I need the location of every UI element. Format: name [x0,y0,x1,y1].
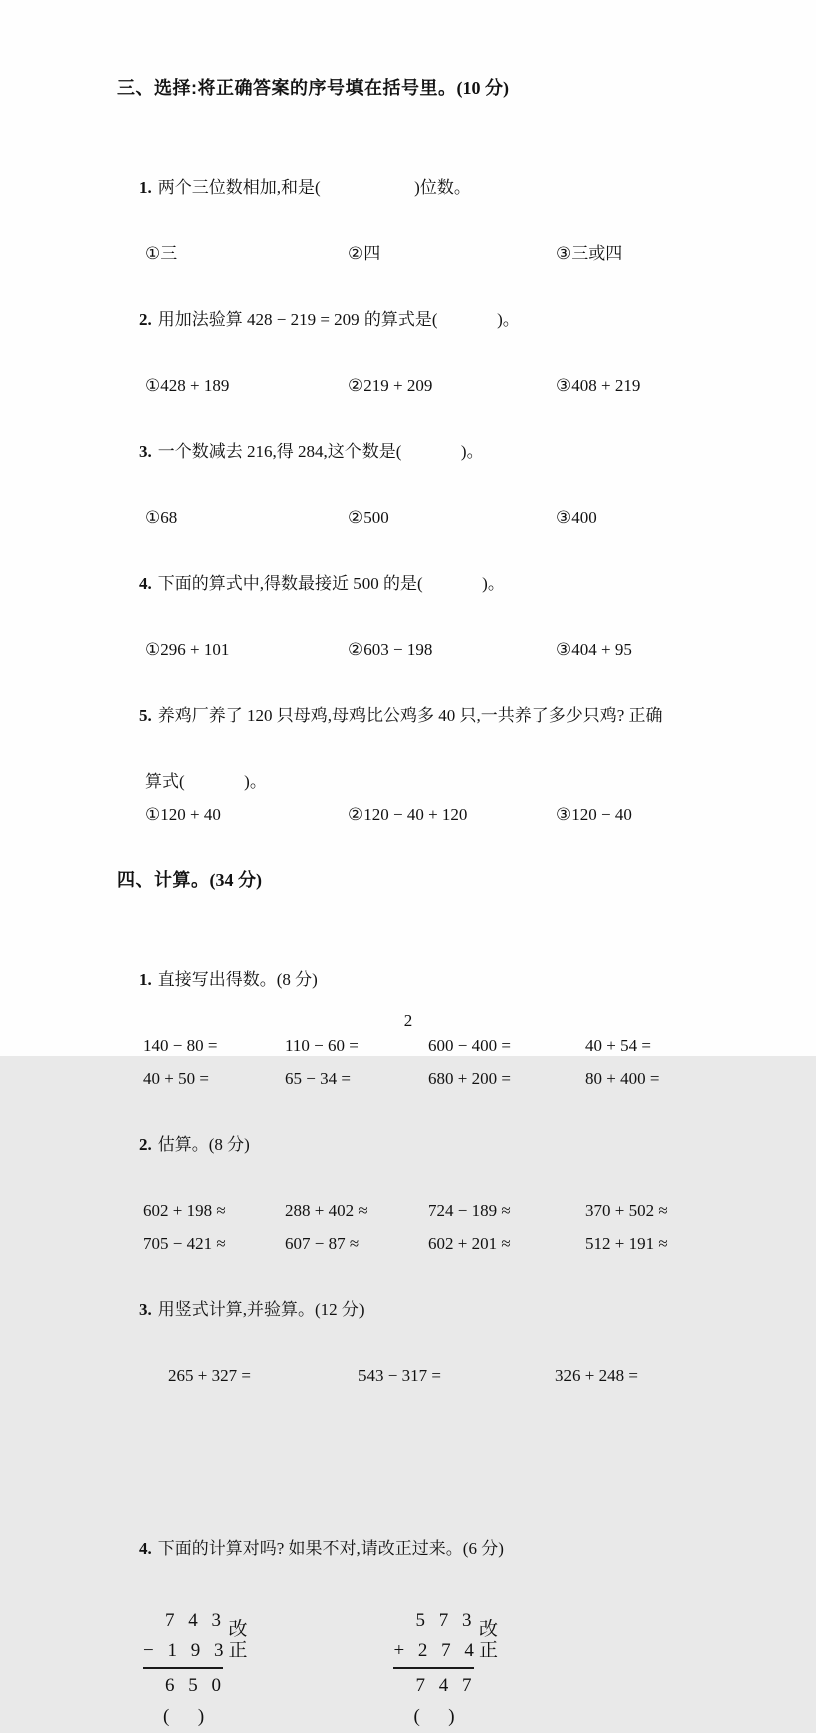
result-row: 7 4 7 [393,1667,473,1701]
option: ①120 + 40 [145,805,221,824]
vertical-calc-body [143,1606,248,1701]
option: ①68 [145,508,178,527]
math-expression: 724 − 189 ≈ [428,1201,511,1220]
math-expression: 40 + 54 = [585,1036,651,1055]
calc-sub1-number: 1. [139,970,152,989]
math-expression: 602 + 201 ≈ [428,1234,511,1253]
calc-sub2-text: 估算。(8 分) [157,1135,250,1154]
choice-question-5-options [145,798,816,831]
calc-sub4-number: 4. [139,1539,152,1558]
option: ①296 + 101 [145,640,230,659]
choice-question-2 [122,270,816,369]
calc-sub3-problems [168,1359,816,1392]
option: ②120 − 40 + 120 [348,805,468,824]
option: ②500 [348,508,389,527]
choice-question-3-text: 一个数减去 216,得 284,这个数是( )。 [157,442,484,461]
subtrahend-row: − 1 9 3 [143,1640,224,1661]
section-choice-heading [99,39,816,138]
math-expression: 543 − 317 = [358,1366,441,1385]
choice-question-4-number: 4. [139,574,152,593]
correction-label: 改正 [228,1619,248,1661]
page-number: 2 [403,1011,413,1030]
minuend-row: 7 4 3 [165,1610,221,1631]
choice-question-2-text: 用加法验算 428 − 219 = 209 的算式是( )。 [157,310,520,329]
addend-row-2: + 2 7 4 [393,1640,474,1661]
choice-question-4-text: 下面的算式中,得数最接近 500 的是( )。 [157,574,505,593]
calc-sub2-row2 [143,1227,816,1260]
choice-question-3-options [145,501,816,534]
calc-sub1-row2 [143,1062,816,1095]
vertical-calc-digits [143,1606,223,1701]
math-expression: 602 + 198 ≈ [143,1201,226,1220]
vertical-calc-addition [393,1606,498,1733]
calc-sub3-number: 3. [139,1300,152,1319]
choice-question-3 [122,402,816,501]
math-expression: 140 − 80 = [143,1036,218,1055]
vertical-calc-subtraction [143,1606,248,1733]
option: ②603 − 198 [348,640,433,659]
section-calc-heading [99,831,816,930]
choice-question-5-text: 养鸡厂养了 120 只母鸡,母鸡比公鸡多 40 只,一共养了多少只鸡? 正确 [157,706,663,725]
math-expression: 288 + 402 ≈ [285,1201,368,1220]
math-expression: 705 − 421 ≈ [143,1234,226,1253]
result-row: 6 5 0 [143,1667,223,1701]
choice-question-1-text: 两个三位数相加,和是( )位数。 [157,178,471,197]
calc-sub2-title [122,1095,816,1194]
option: ②四 [348,244,381,263]
math-expression: 265 + 327 = [168,1366,251,1385]
choice-question-2-number: 2. [139,310,152,329]
calc-sub3-text: 用竖式计算,并验算。(12 分) [157,1300,365,1319]
math-expression: 680 + 200 = [428,1069,511,1088]
addend-row: 5 7 3 [415,1610,472,1631]
section-calc-title: 四、计算。 [117,870,210,890]
choice-question-5 [122,666,816,765]
choice-question-2-options [145,369,816,402]
option: ③404 + 95 [556,640,632,659]
choice-question-1-number: 1. [139,178,152,197]
choice-question-5-number: 5. [139,706,152,725]
judgment-blank: ( ) [413,1706,455,1727]
math-expression: 370 + 502 ≈ [585,1201,668,1220]
choice-question-1 [122,138,816,237]
calc-sub4-title [122,1499,816,1598]
option: ①三 [145,244,178,263]
calc-sub1-text: 直接写出得数。(8 分) [157,970,318,989]
choice-question-4 [122,534,816,633]
choice-question-5-text-line2: 算式( )。 [145,772,267,791]
option: ③408 + 219 [556,376,641,395]
calc-sub2-row1 [143,1194,816,1227]
math-expression: 40 + 50 = [143,1069,209,1088]
calc-sub2-number: 2. [139,1135,152,1154]
choice-question-1-options [145,237,816,270]
math-expression: 65 − 34 = [285,1069,351,1088]
calc-sub4-text: 下面的计算对吗? 如果不对,请改正过来。(6 分) [157,1539,504,1558]
math-expression: 80 + 400 = [585,1069,660,1088]
choice-question-4-options [145,633,816,666]
vertical-calculations [143,1606,816,1733]
option: ②219 + 209 [348,376,433,395]
choice-question-3-number: 3. [139,442,152,461]
section-calc-score: (34 分) [209,870,262,890]
math-expression: 110 − 60 = [285,1036,359,1055]
judgment-blank: ( ) [163,1706,205,1727]
math-expression: 607 − 87 ≈ [285,1234,360,1253]
vertical-calc-body [393,1606,498,1701]
option: ①428 + 189 [145,376,230,395]
option: ③120 − 40 [556,805,632,824]
option: ③400 [556,508,597,527]
math-expression: 326 + 248 = [555,1366,638,1385]
math-expression: 512 + 191 ≈ [585,1234,668,1253]
option: ③三或四 [556,244,623,263]
calc-sub3-title [122,1260,816,1359]
correction-label: 改正 [478,1619,498,1661]
vertical-calc-digits [393,1606,473,1701]
section-choice-title: 三、选择:将正确答案的序号填在括号里。 [117,78,457,98]
section-choice-score: (10 分) [456,78,509,98]
math-expression: 600 − 400 = [428,1036,511,1055]
